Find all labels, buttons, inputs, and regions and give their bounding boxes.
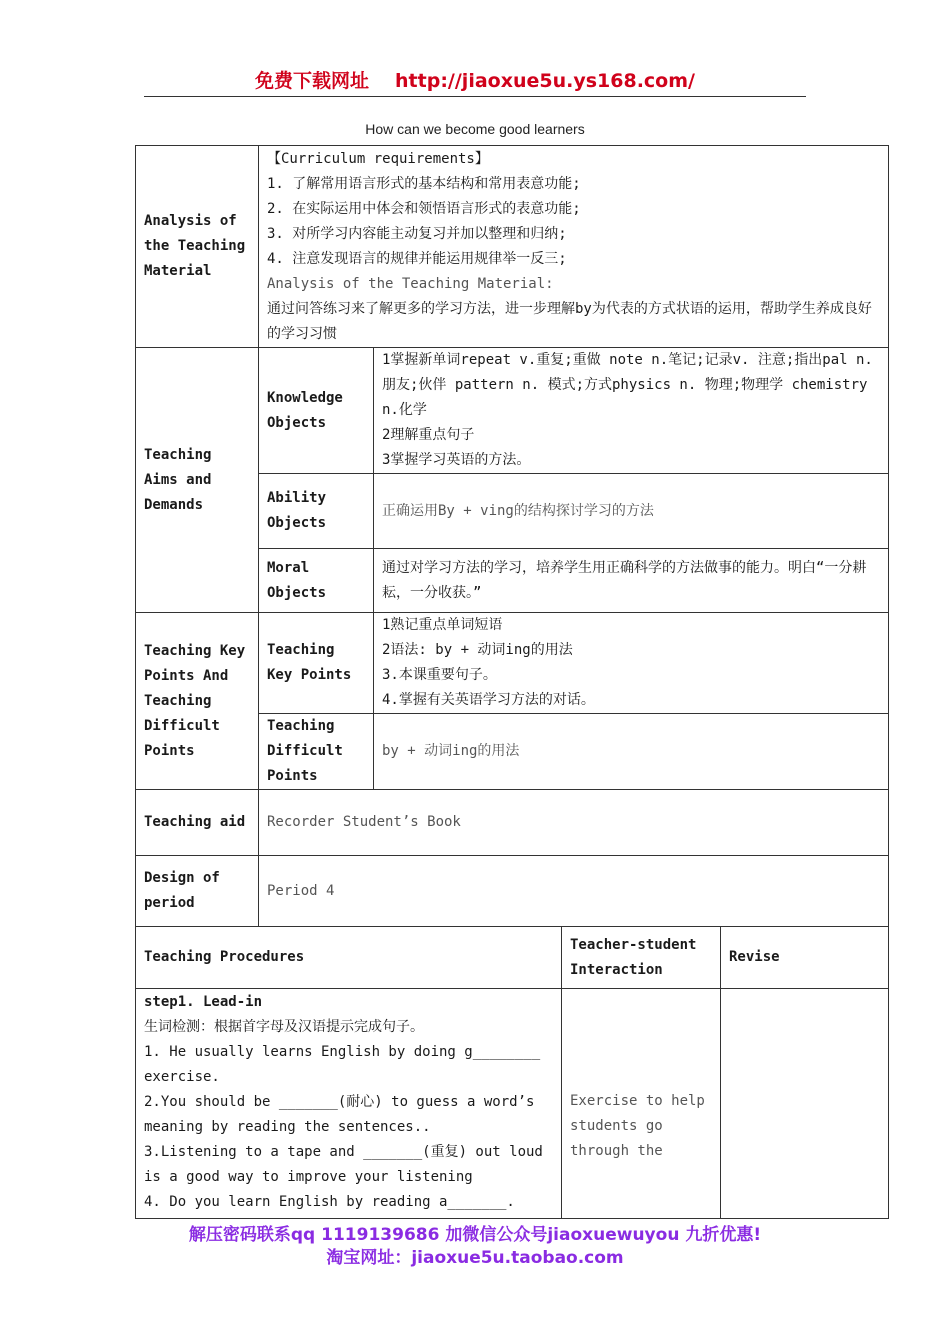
footer-contact: 解压密码联系qq 1119139686 加微信公众号jiaoxuewuyou 九折优惠! bbox=[188, 1225, 762, 1245]
key-point-line: 2语法: by + 动词ing的用法 bbox=[382, 642, 573, 658]
revise-content bbox=[721, 989, 889, 1219]
download-header bbox=[144, 66, 806, 97]
key-points-content bbox=[374, 613, 889, 714]
key-points-row bbox=[136, 613, 889, 714]
analysis-label: Analysis of the Teaching Material bbox=[136, 146, 259, 348]
exercise-item: 1. He usually learns English by doing g________ exercise. bbox=[144, 1044, 541, 1085]
footer-taobao-link[interactable]: 淘宝网址：jiaoxue5u.taobao.com bbox=[326, 1248, 624, 1268]
moral-label: Moral Objects bbox=[259, 549, 374, 613]
procedures-header-row bbox=[136, 927, 889, 989]
key-points-label: Teaching Key Points bbox=[259, 613, 374, 714]
knowledge-line: 2理解重点句子 bbox=[382, 427, 475, 443]
download-label: 免费下载网址 bbox=[255, 70, 370, 92]
analysis-content bbox=[259, 146, 889, 348]
lesson-plan-table bbox=[135, 145, 889, 1219]
difficult-points-text: by + 动词ing的用法 bbox=[374, 714, 889, 790]
knowledge-content bbox=[374, 348, 889, 474]
curriculum-item: 2. 在实际运用中体会和领悟语言形式的表意功能; bbox=[267, 201, 581, 217]
step-intro: 生词检测：根据首字母及汉语提示完成句子。 bbox=[144, 1019, 424, 1035]
procedures-content-row bbox=[136, 989, 889, 1219]
ability-label: Ability Objects bbox=[259, 474, 374, 549]
key-point-line: 1熟记重点单词短语 bbox=[382, 617, 503, 633]
exercise-item: 3.Listening to a tape and _______(重复) out loud is a good way to improve your listening bbox=[144, 1144, 543, 1185]
curriculum-item: 3. 对所学习内容能主动复习并加以整理和归纳; bbox=[267, 226, 567, 242]
interaction-content: Exercise to help students go through the bbox=[562, 989, 721, 1219]
design-label: Design of period bbox=[136, 856, 259, 927]
analysis-row bbox=[136, 146, 889, 348]
exercise-item: 4. Do you learn English by reading a_______. bbox=[144, 1194, 515, 1210]
download-url-link[interactable]: http://jiaoxue5u.ys168.com/ bbox=[395, 70, 695, 92]
ability-text: 正确运用By + ving的结构探讨学习的方法 bbox=[374, 474, 889, 549]
procedures-header: Teaching Procedures bbox=[136, 927, 562, 989]
curriculum-item: 1. 了解常用语言形式的基本结构和常用表意功能; bbox=[267, 176, 581, 192]
knowledge-row bbox=[136, 348, 889, 474]
material-text: 通过问答练习来了解更多的学习方法，进一步理解by为代表的方式状语的运用，帮助学生养成良好的学习习惯 bbox=[267, 301, 872, 342]
knowledge-line: 1掌握新单词repeat v.重复;重做 note n.笔记;记录v. 注意;指出pal n. 朋友;伙伴 pattern n. 模式;方式physics n. 物理;物理学 chemistry n.化学 bbox=[382, 352, 873, 418]
interaction-header: Teacher-student Interaction bbox=[562, 927, 721, 989]
teaching-aid-label: Teaching aid bbox=[136, 790, 259, 856]
knowledge-line: 3掌握学习英语的方法。 bbox=[382, 452, 531, 468]
knowledge-label: Knowledge Objects bbox=[259, 348, 374, 474]
material-heading: Analysis of the Teaching Material: bbox=[267, 276, 554, 292]
curriculum-item: 4. 注意发现语言的规律并能运用规律举一反三; bbox=[267, 251, 567, 267]
design-row bbox=[136, 856, 889, 927]
teaching-aid-row bbox=[136, 790, 889, 856]
keypoints-label: Teaching Key Points And Teaching Difficult Points bbox=[136, 613, 259, 790]
design-text: Period 4 bbox=[259, 856, 889, 927]
step-title: step1. Lead-in bbox=[144, 994, 263, 1010]
key-point-line: 3.本课重要句子。 bbox=[382, 667, 497, 683]
procedures-content bbox=[136, 989, 562, 1219]
curriculum-heading: 【Curriculum requirements】 bbox=[267, 151, 489, 167]
document-title: How can we become good learners bbox=[365, 121, 585, 137]
teaching-aid-text: Recorder Student’s Book bbox=[259, 790, 889, 856]
aims-label: Teaching Aims and Demands bbox=[136, 348, 259, 613]
revise-header: Revise bbox=[721, 927, 889, 989]
difficult-points-label: Teaching Difficult Points bbox=[259, 714, 374, 790]
key-point-line: 4.掌握有关英语学习方法的对话。 bbox=[382, 692, 595, 708]
moral-text: 通过对学习方法的学习，培养学生用正确科学的方法做事的能力。明白“一分耕耘，一分收获。” bbox=[374, 549, 889, 613]
exercise-item: 2.You should be _______(耐心) to guess a word’s meaning by reading the sentences.. bbox=[144, 1094, 535, 1135]
